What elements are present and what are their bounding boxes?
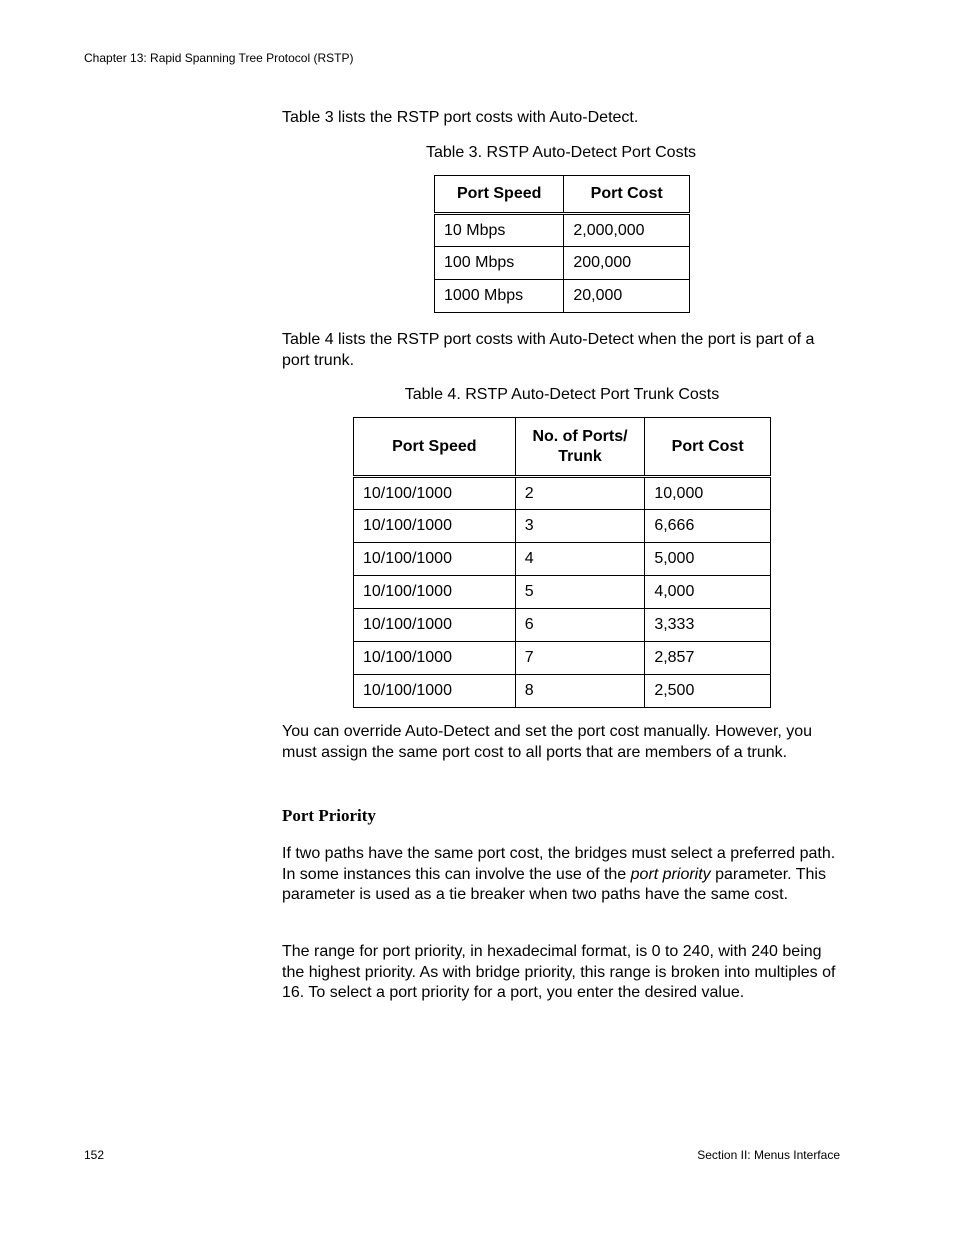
table4-cell: 8 [515,675,645,708]
table4-cell: 10/100/1000 [354,477,516,510]
table-row [354,675,771,708]
table4-cell: 10,000 [645,477,771,510]
p1-italic-term: port priority [630,865,711,883]
table-row [354,510,771,543]
port-priority-paragraph-1 [282,844,844,906]
table-row [354,576,771,609]
table4-cell: 10/100/1000 [354,675,516,708]
page-number: 152 [84,1148,105,1162]
table3-intro: Table 3 lists the RSTP port costs with Auto-Detect. [282,109,639,126]
table3-header-port-cost: Port Cost [564,176,690,214]
table4-cell: 2 [515,477,645,510]
table4-intro: Table 4 lists the RSTP port costs with Auto-Detect when the port is part of a port trunk. [282,331,815,369]
table-row [435,247,690,280]
table3-header-port-speed: Port Speed [435,176,564,214]
table4-cell: 6,666 [645,510,771,543]
table4-cell: 4 [515,543,645,576]
p1-text-before: If two paths have the same port cost, the bridges must select a preferred path. In some instances this can involve the use of the [282,845,836,883]
table3-cell: 200,000 [564,247,690,280]
table4-cell: 5,000 [645,543,771,576]
table-row [354,642,771,675]
table-row [354,543,771,576]
table4-cell: 10/100/1000 [354,510,516,543]
table4-cell: 10/100/1000 [354,642,516,675]
table-row [435,280,690,313]
table4-cell: 7 [515,642,645,675]
table4-cell: 10/100/1000 [354,609,516,642]
table4-cell: 2,500 [645,675,771,708]
p1-text-after: parameter. This parameter is used as a tie breaker when two paths have the same cost. [282,865,826,903]
table3-cell: 10 Mbps [435,214,564,247]
table4-caption: Table 4. RSTP Auto-Detect Port Trunk Costs [404,386,720,403]
table4-cell: 10/100/1000 [354,576,516,609]
table3-cell: 100 Mbps [435,247,564,280]
section-heading-port-priority: Port Priority [282,806,376,825]
table4-cell: 6 [515,609,645,642]
table4 [353,417,771,708]
table4-cell: 2,857 [645,642,771,675]
table-row [435,214,690,247]
table4-cell: 4,000 [645,576,771,609]
table4-header-port-cost: Port Cost [645,418,771,477]
table-row [354,609,771,642]
table3-cell: 2,000,000 [564,214,690,247]
override-paragraph: You can override Auto-Detect and set the port cost manually. However, you must assign the same port cost to all ports that are members of a trunk. [282,723,813,761]
table4-header-ports-per-trunk: No. of Ports/ Trunk [515,418,645,477]
running-header: Chapter 13: Rapid Spanning Tree Protocol (RSTP) [84,51,354,65]
table3-header-row [435,176,690,214]
table4-cell: 10/100/1000 [354,543,516,576]
table3 [434,175,690,313]
table4-cell: 3,333 [645,609,771,642]
table4-cell: 3 [515,510,645,543]
table4-header-port-speed: Port Speed [354,418,516,477]
table4-header-row [354,418,771,477]
table4-cell: 5 [515,576,645,609]
footer-section: Section II: Menus Interface [697,1148,840,1162]
table3-cell: 20,000 [564,280,690,313]
table-row [354,477,771,510]
table3-caption: Table 3. RSTP Auto-Detect Port Costs [425,144,697,161]
table3-cell: 1000 Mbps [435,280,564,313]
port-priority-paragraph-2: The range for port priority, in hexadecimal format, is 0 to 240, with 240 being the highest priority. As with bridge priority, this range is broken into multiples of 16. To select a port priority for a port, you enter the desired value. [282,943,836,1001]
